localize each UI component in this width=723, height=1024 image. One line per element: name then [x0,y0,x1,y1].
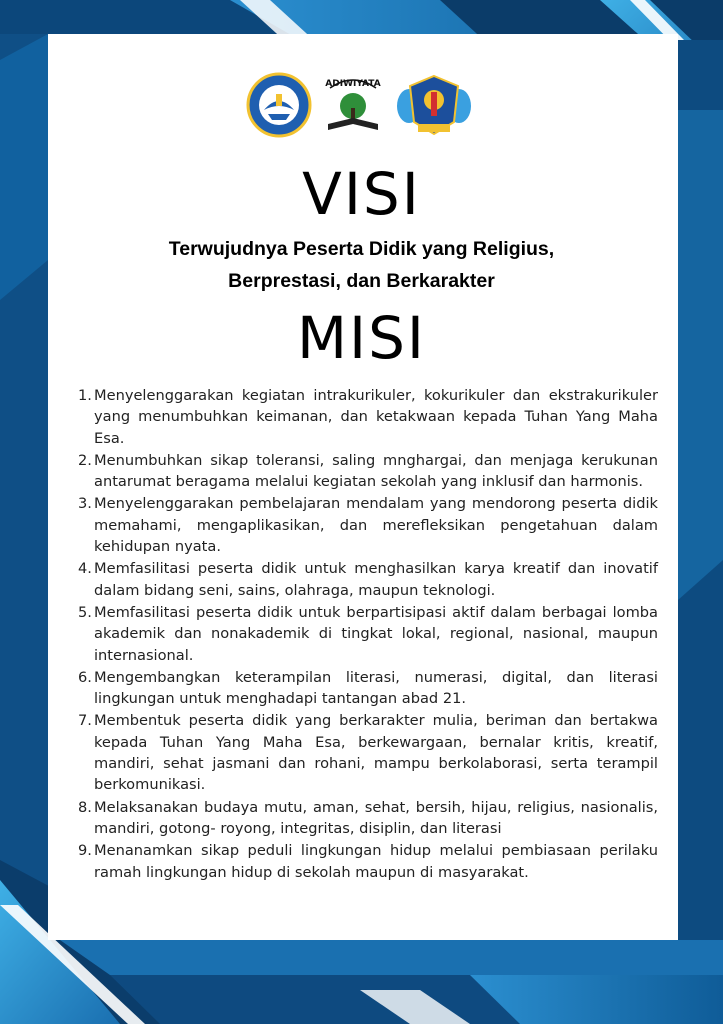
misi-title: MISI [296,304,427,372]
misi-item-text: Mengembangkan keterampilan literasi, numerasi, digital, dan literasi lingkungan untuk menghadapi tantangan abad 21. [94,668,658,708]
misi-item [78,602,658,666]
misi-item-text: Menumbuhkan sikap toleransi, saling mnghargai, dan menjaga kerukunan antarumat beragama melalui kegiatan sekolah yang inklusif dan harmonis. [94,451,658,491]
misi-item [78,667,658,710]
misi-item [78,558,658,601]
misi-item [78,797,658,840]
logo-row [0,72,723,142]
misi-item [78,710,658,795]
misi-item-text: Menanamkan sikap peduli lingkungan hidup melalui pembiasaan perilaku ramah lingkungan hidup di sekolah maupun di masyarakat. [94,842,658,881]
misi-item-number: 4. [78,560,92,578]
misi-item-text: Menyelenggarakan pembelajaran mendalam yang mendorong peserta didik memahami, mengaplikasikan, dan merefleksikan pengetahuan dalam kehidupan nyata. [94,495,658,556]
misi-item-number: 3. [78,495,92,513]
misi-item-number: 5. [78,603,92,621]
visi-statement-line: Terwujudnya Peserta Didik yang Religius, [168,238,555,260]
misi-item-text: Memfasilitasi peserta didik untuk menghasilkan karya kreatif dan inovatif dalam bidang seni, sains, olahraga, maupun teknologi. [94,560,658,599]
misi-item-number: 8. [78,798,92,816]
visi-statement [0,233,723,297]
misi-item-text: Memfasilitasi peserta didik untuk berpartisipasi aktif dalam berbagai lomba akademik dan nonakademik di tingkat lokal, regional, nasional, maupun internasional. [94,603,658,664]
tut-wuri-handayani-logo [246,72,312,138]
misi-item-number: 9. [78,842,92,860]
misi-item-number: 1. [78,387,92,404]
misi-item [78,450,658,493]
misi-item-number: 2. [78,451,92,469]
svg-text:ADIWIYATA: ADIWIYATA [325,79,381,89]
misi-item [78,840,658,883]
misi-item-text: Menyelenggarakan kegiatan intrakurikuler, kokurikuler dan ekstrakurikuler yang menumbuhkan keimanan, dan ketakwaan kepada Tuhan Yang Maha Esa. [94,387,658,447]
misi-item-text: Membentuk peserta didik yang berkarakter mulia, beriman dan bertakwa kepada Tuhan Yang Maha Esa, berkewargaan, bernalar kritis, kreatif, mandiri, sehat jasmani dan rohani, mampu berkolaborasi, serta terampil berkomunikasi. [94,712,658,794]
visi-title: VISI [302,160,421,228]
misi-item [78,493,658,557]
misi-item-text: Melaksanakan budaya mutu, aman, sehat, bersih, hijau, religius, nasionalis, mandiri, gotong- royong, integritas, disiplin, dan literasi [94,798,658,837]
misi-item-number: 7. [78,712,92,730]
misi-list [78,385,658,884]
visi-statement-line: Berprestasi, dan Berkarakter [228,270,495,292]
adiwiyata-logo [322,72,384,138]
school-emblem-logo [396,72,472,138]
misi-item-number: 6. [78,668,92,686]
misi-item [78,385,658,449]
